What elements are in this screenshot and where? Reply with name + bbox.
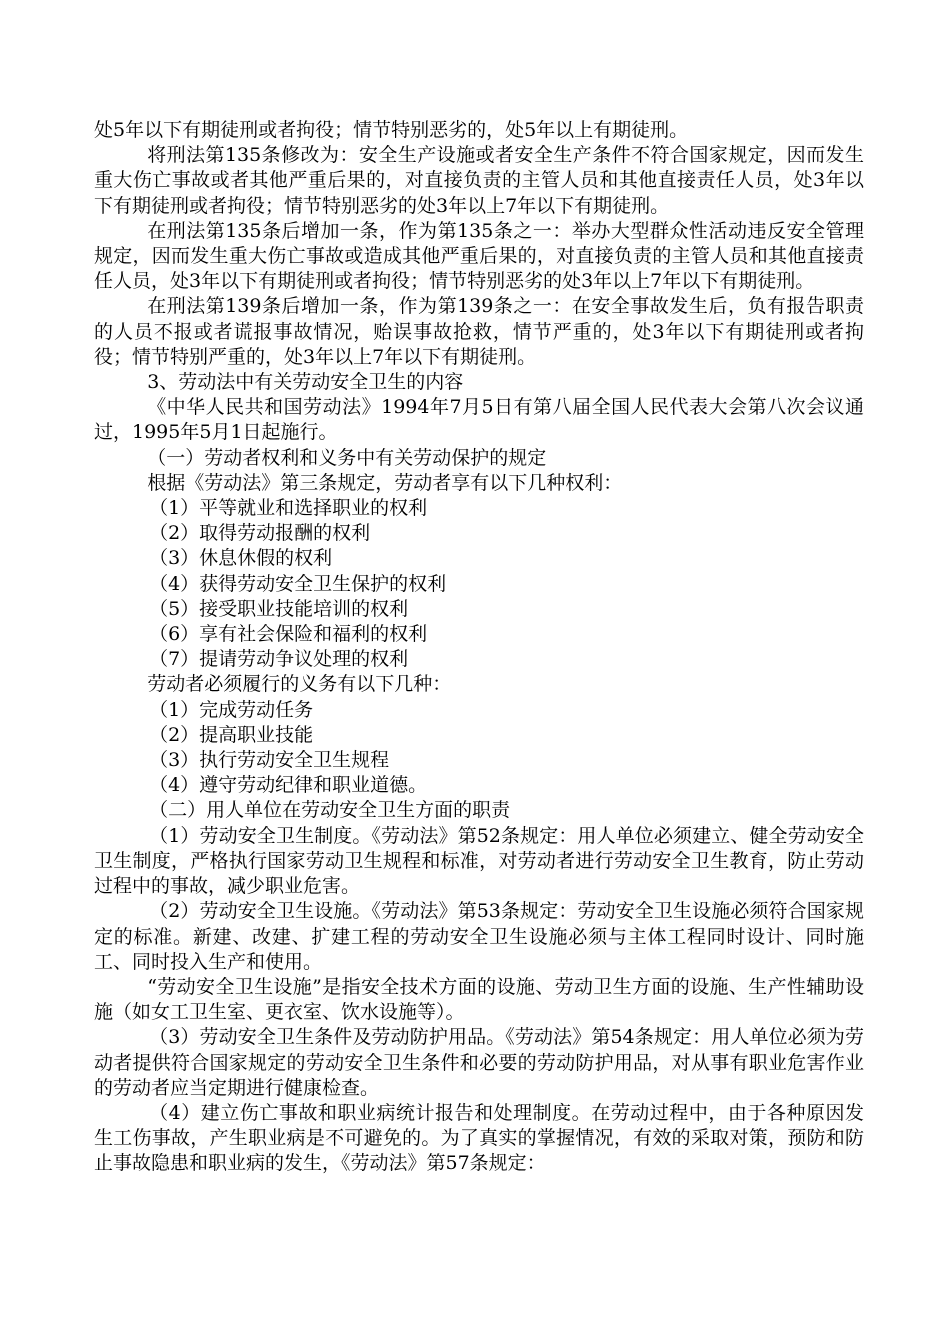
- duty-item-1: （1）完成劳动任务: [149, 698, 314, 721]
- facility-definition: “劳动安全卫生设施”是指安全技术方面的设施、劳动卫生方面的设施、生产性辅助设施（如女工卫生室、更衣室、饮水设施等）。: [94, 975, 864, 1024]
- right-item-3: （3）休息休假的权利: [149, 547, 333, 570]
- employer-duty-2: （2）劳动安全卫生设施。《劳动法》第53条规定：劳动安全卫生设施必须符合国家规定的标准。新建、改建、扩建工程的劳动安全卫生设施必须与主体工程同时设计、同时施工、同时投入生产和使用。: [94, 900, 864, 973]
- right-item-2: （2）取得劳动报酬的权利: [149, 522, 371, 545]
- duty-item-2: （2）提高职业技能: [149, 723, 314, 746]
- paragraph-4: 在刑法第139条后增加一条，作为第139条之一：在安全事故发生后，负有报告职责的人员不报或者谎报事故情况，贻误事故抢救，情节严重的，处3年以下有期徒刑或者拘役；情节特别严重的，处3年以上7年以下有期徒刑。: [94, 295, 864, 368]
- duty-item-4: （4）遵守劳动纪律和职业道德。: [149, 774, 428, 797]
- duty-item-3: （3）执行劳动安全卫生规程: [149, 749, 390, 772]
- right-item-5: （5）接受职业技能培训的权利: [149, 597, 409, 620]
- right-item-4: （4）获得劳动安全卫生保护的权利: [149, 572, 447, 595]
- right-item-1: （1）平等就业和选择职业的权利: [149, 497, 428, 520]
- document-page: [94, 118, 864, 1177]
- paragraph-1: 处5年以下有期徒刑或者拘役；情节特别恶劣的，处5年以上有期徒刑。: [94, 119, 689, 141]
- employer-duty-3: （3）劳动安全卫生条件及劳动防护用品。《劳动法》第54条规定：用人单位必须为劳动者提供符合国家规定的劳动安全卫生条件和必要的劳动防护用品，对从事有职业危害作业的劳动者应当定期进行健康检查。: [94, 1026, 864, 1099]
- paragraph-3: 在刑法第135条后增加一条，作为第135条之一：举办大型群众性活动违反安全管理规定，因而发生重大伤亡事故或造成其他严重后果的，对直接负责的主管人员和其他直接责任人员，处3年以下有期徒刑或者拘役；情节特别恶劣的处3年以上7年以下有期徒刑。: [94, 219, 864, 293]
- right-item-6: （6）享有社会保险和福利的权利: [149, 623, 428, 646]
- subsection-heading-2: （二）用人单位在劳动安全卫生方面的职责: [149, 799, 511, 822]
- rights-intro: 根据《劳动法》第三条规定，劳动者享有以下几种权利：: [147, 471, 623, 494]
- paragraph-labor-law: 《中华人民共和国劳动法》1994年7月5日有第八届全国人民代表大会第八次会议通过，1995年5月1日起施行。: [94, 396, 864, 444]
- right-item-7: （7）提请劳动争议处理的权利: [149, 648, 409, 671]
- paragraph-2: 将刑法第135条修改为：安全生产设施或者安全生产条件不符合国家规定，因而发生重大伤亡事故或者其他严重后果的，对直接负责的主管人员和其他直接责任人员，处3年以下有期徒刑或者拘役；情节特别恶劣的处3年以上7年以下有期徒刑。: [94, 144, 864, 217]
- employer-duty-4: （4）建立伤亡事故和职业病统计报告和处理制度。在劳动过程中，由于各种原因发生工伤事故，产生职业病是不可避免的。为了真实的掌握情况，有效的采取对策，预防和防止事故隐患和职业病的发生，《劳动法》第57条规定：: [94, 1101, 864, 1175]
- duties-intro: 劳动者必须履行的义务有以下几种：: [147, 673, 452, 696]
- subsection-heading-1: （一）劳动者权利和义务中有关劳动保护的规定: [147, 446, 547, 469]
- section-heading-3: 3、劳动法中有关劳动安全卫生的内容: [147, 371, 464, 394]
- employer-duty-1: （1）劳动安全卫生制度。《劳动法》第52条规定：用人单位必须建立、健全劳动安全卫生制度，严格执行国家劳动卫生规程和标准，对劳动者进行劳动安全卫生教育，防止劳动过程中的事故，减少职业危害。: [94, 824, 864, 898]
